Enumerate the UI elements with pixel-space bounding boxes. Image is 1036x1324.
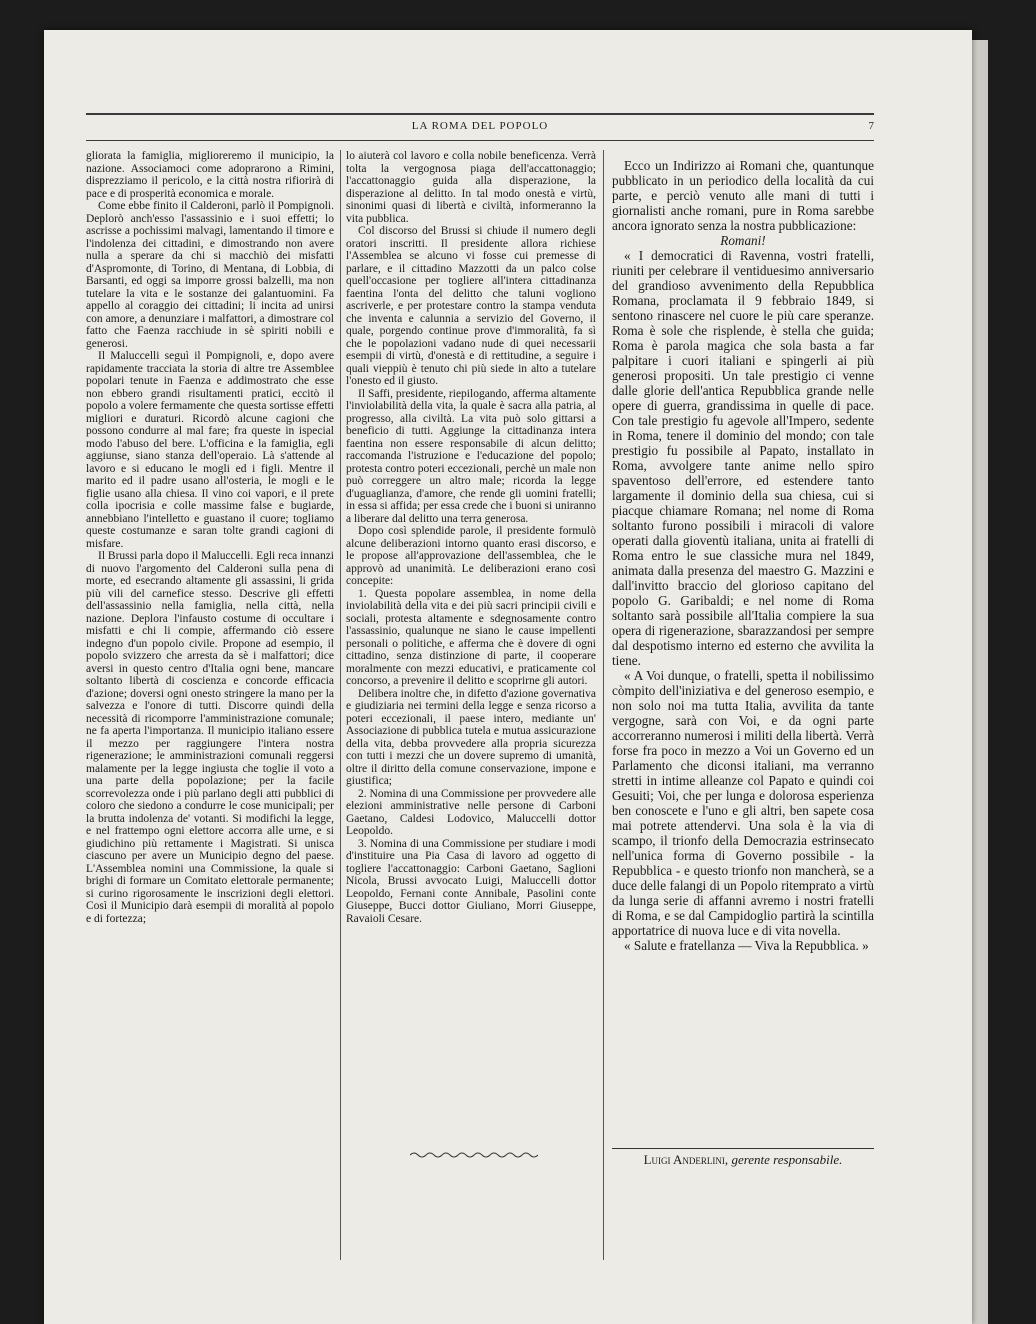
paragraph: « I democratici di Ravenna, vostri fratelli, riuniti per celebrare il ventiduesimo anniversario del grandioso avvenimento della Repubblica Romana, proclamata il 9 febbraio 1849, si sentono rinascere nel cuore le più care speranze. Roma è sole che risplende, è stella che guida; Roma è parola magica che sola basta a far palpitare i cuori italiani e spingerli ai più generosi propositi. Un tale prestigio ci venne dalle glorie dell'antica Repubblica grande nelle opere di guerra, grandissima in quelle di pace. Con tale prestigio fu agevole all'Impero, sedente in Roma, tenere il dominio del mondo; con tale prestigio fu possibile al Papato, installato in Roma, avvolgere tante anime nello spiro spaventoso dell'errore, ed estendere tanto largamente il dominio della sua chiesa, cui si piacque chiamare Romana; nel nome di Roma soltanto furono possibili i miracoli di valore operati dalla gioventù italiana, unita ai fratelli di Roma entro le sue classiche mura nel 1849, animata dalla presenza del maestro G. Mazzini e dall'invitto braccio del glorioso capitano del popolo G. Garibaldi; e nel nome di Roma soltanto sarà possibile all'Italia compiere la sua opera di rigenerazione, sbarazzandosi per sempre dal despotismo interno ed esterno che avvilita la tiene. [612,248,874,668]
column-2 [346,150,596,1150]
signature-name: Luigi Anderlini, [643,1152,729,1167]
paragraph: Ecco un Indirizzo ai Romani che, quantunque pubblicato in un periodico della località da cui parte, e perciò venuto alle mani di tutti i giornalisti anche romani, pure in Roma sarebbe ancora ignorato senza la nostra pubblicazione: [612,158,874,233]
paragraph: 1. Questa popolare assemblea, in nome della inviolabilità della vita e dei più sacri principii civili e sociali, protesta altamente e sdegnosamente contro l'assassinio, qualunque ne siano le cause impellenti personali o politiche, e afferma che è dovere di ogni cittadino, senza distinzione di parte, il cooperare moralmente con mezzi educativi, e praticamente col concorso, a prevenire il delitto e scoprirne gli autori. [346,587,596,687]
paragraph: Col discorso del Brussi si chiude il numero degli oratori inscritti. Il presidente allora richiese l'Assemblea se alcuno vi fosse cui premesse di parlare, e il cittadino Mazzotti da un palco colse quell'occasione per togliere all'intera cittadinanza faentina l'onta del delitto che taluni vogliono ascriverle, e per protestare contro la stampa venduta che inventa e calunnia a servizio del Governo, il quale, porgendo continue prove d'immoralità, fa sì che le popolazioni vadano nude di quei necessarii esempii di virtù, d'onestà e di rettitudine, a seguire i quali vieppiù è tenuto chi più siede in alto a tutelare l'onesto ed il giusto. [346,225,596,387]
signature-role: gerente responsabile. [731,1152,843,1167]
paragraph: 3. Nomina di una Commissione per studiare i modi d'instituire una Pia Casa di lavoro ad oggetto di togliere l'accattonaggio: Carboni Gaetano, Saglioni Nicola, Brussi avvocato Luigi, Maluccelli dottor Leopoldo, Fernani conte Annibale, Pasolini conte Giuseppe, Bucci dottor Giuliano, Morri Giuseppe, Ravaioli Cesare. [346,837,596,925]
header-top-rule [86,113,874,115]
paragraph: lo aiuterà col lavoro e colla nobile beneficenza. Verrà tolta la vergognosa piaga dell'accattonaggio; l'accattonaggio guida alla disperazione, la disperazione al delitto. In tal modo onestà e virtù, sinonimi quasi di libertà e civiltà, informeranno la vita pubblica. [346,150,596,225]
signature-rule [612,1148,874,1149]
running-head [86,120,874,136]
salutation: Romani! [720,233,766,248]
page-number: 7 [868,120,874,132]
column-separator [603,150,604,1260]
paragraph: Il Saffi, presidente, riepilogando, afferma altamente l'inviolabilità della vita, la quale è sacra alla patria, al progresso, alla civiltà. La vita può solo gittarsi a beneficio di tutti. Aggiunge la cittadinanza intera faentina non essere responsabile di alcun delitto; raccomanda l'istruzione e l'educazione del popolo; protesta contro poteri eccezionali, perchè un male non può correggere un altro male; ricorda la legge d'uguaglianza, d'amore, che rende gli uomini fratelli; in essa si affida; per essa crede che i buoni si uniranno a liberare dal delitto una terra generosa. [346,387,596,525]
paragraph: Il Maluccelli seguì il Pompignoli, e, dopo avere rapidamente tracciata la storia di altre tre Assemblee popolari tenute in Faenza e addimostrato che esse non ebbero grandi risultamenti pratici, eccitò il popolo a volere fermamente che questa sortisse effetti migliori e duraturi. Ricordò alcune cagioni che possono condurre al mal fare; fra queste in ispecial modo l'abuso del bere. L'officina e la famiglia, egli aggiunse, siano stanza dell'operaio. Là s'attende al lavoro e si educano le mogli ed i figli. Mentre il marito ed il padre usano all'osteria, le mogli e le figlie usano alla chiesa. Il vino coi vapori, e il prete colla ipocrisia e colle massime false e bugiarde, annebbiano l'intelletto e guastano il cuore; togliamo queste costumanze e saran tolte grandi cagioni di misfare. [86,350,334,550]
paragraph: Il Brussi parla dopo il Maluccelli. Egli reca innanzi di nuovo l'argomento del Calderoni sulla pena di morte, ed esecrando altamente gli assassini, li grida più vili del carnefice stesso. Descrive gli effetti dell'assassinio nella famiglia, nella città, nella nazione. Deplora l'infausto costume di occultare i misfatti e chi li compie, affermando ciò essere indegno d'un popolo civile. Propone ad esempio, il popolo svizzero che arresta da sè i malfattori; dice aversi in questo centro d'Italia ogni bene, mancare soltanto libertà di coscienza e concorde efficacia d'azione; doversi ogni onesto stringere la mano per la salvezza e l'onore di tutti. Discorre quindi della necessità di ricomporre l'amministrazione comunale; ne fa aperta l'importanza. Il municipio italiano essere il mezzo per raggiungere l'intera nostra rigenerazione; le amministrazioni comunali reggersi malamente per la legge ingiusta che toglie il voto a una parte della popolazione; per la facile scorrevolezza onde i più parlano degli atti pubblici di coloro che siedono a condurre le cose municipali; per la brutta indolenza de' votanti. Si modifichi la legge, e nel frattempo ogni elettore accorra alle urne, e si giudichino più rettamente i Magistrati. Si unisca ciascuno per avere un Municipio degno del paese. L'Assemblea nomini una Commissione, la quale si brighi di formare un Comitato elettorale permanente; si curino rigorosamente le inscrizioni degli elettori. Così il Municipio darà esempii di moralità al popolo e di fortezza; [86,550,334,925]
column-3 [612,158,874,1018]
ornamental-divider [410,1150,538,1160]
page-title: LA ROMA DEL POPOLO [411,120,549,132]
header-bottom-rule [86,140,874,141]
paragraph: 2. Nomina di una Commissione per provvedere alle elezioni amministrative nelle persone di Carboni Gaetano, Caldesi Lodovico, Maluccelli dottor Leopoldo. [346,787,596,837]
paragraph: « A Voi dunque, o fratelli, spetta il nobilissimo còmpito dell'iniziativa e del generoso esempio, e non solo noi ma tutta Italia, avvilita da tante vergogne, sarà con Voi, e da ogni parte accorreranno numerosi i militi della libertà. Verrà forse fra poco in mezzo a Voi un Governo ed un Parlamento che diconsi italiani, ma verranno stretti in intime alleanze col Papato e quindi coi Gesuiti; Voi, che per lunga e dolorosa esperienza ben conoscete e l'uno e gli altri, ben sapete cosa mai potrete attendervi. Una sola è la via di scampo, il trionfo della Democrazia estrinsecato nell'unica forma di Governo possibile - la Repubblica - e questo trionfo non mancherà, se a duce delle falangi di un Popolo ritemprato a virtù da lunga serie di affanni avremo i nostri fratelli di Roma, e se dal Campidoglio partirà la scintilla apportatrice di nuova luce e di vita novella. [612,668,874,938]
paragraph: Delibera inoltre che, in difetto d'azione governativa e giudiziaria nei termini della legge e senza ricorso a poteri eccezionali, il paese intero, mediante un' Associazione di pubblica tutela e mutua assicurazione della vita, debba provvedere alla propria sicurezza con tutti i mezzi che un dovere supremo di umanità, oltre il diritto della comune conservazione, impone e giustifica; [346,687,596,787]
paragraph: gliorata la famiglia, miglioreremo il municipio, la nazione. Associamoci come adoprarono a Rimini, disprezziamo il pericolo, e la città nostra rifiorirà di pace e di prosperità economica e morale. [86,150,334,200]
paragraph: « Salute e fratellanza — Viva la Repubblica. » [624,938,869,953]
column-separator [340,150,341,1260]
column-1 [86,150,334,1260]
paragraph: Come ebbe finito il Calderoni, parlò il Pompignoli. Deplorò anch'esso l'assassinio e i suoi effetti; lo ascrisse a pochissimi malvagi, lamentando il timore e l'indolenza dei cittadini, e dimostrando non avere nulla a sperare da chi si macchiò dei misfatti d'Aspromonte, di Torino, di Mentana, di Lobbia, di Barsanti, ed oggi sa imporre grossi balzelli, ma non tutelare la vita e le sostanze dei galantuomini. Fa appello al coraggio dei cittadini; li incita ad unirsi con amore, a denunziare i malfattori, a dimostrare col fatto che Faenza racchiude in sè spiriti nobili e generosi. [86,200,334,350]
paragraph: Dopo così splendide parole, il presidente formulò alcune deliberazioni intorno quanto erasi discorso, e le propose all'approvazione dell'assemblea, che le approvò ad unanimità. Le deliberazioni erano così concepite: [346,525,596,587]
signature [612,1152,874,1168]
